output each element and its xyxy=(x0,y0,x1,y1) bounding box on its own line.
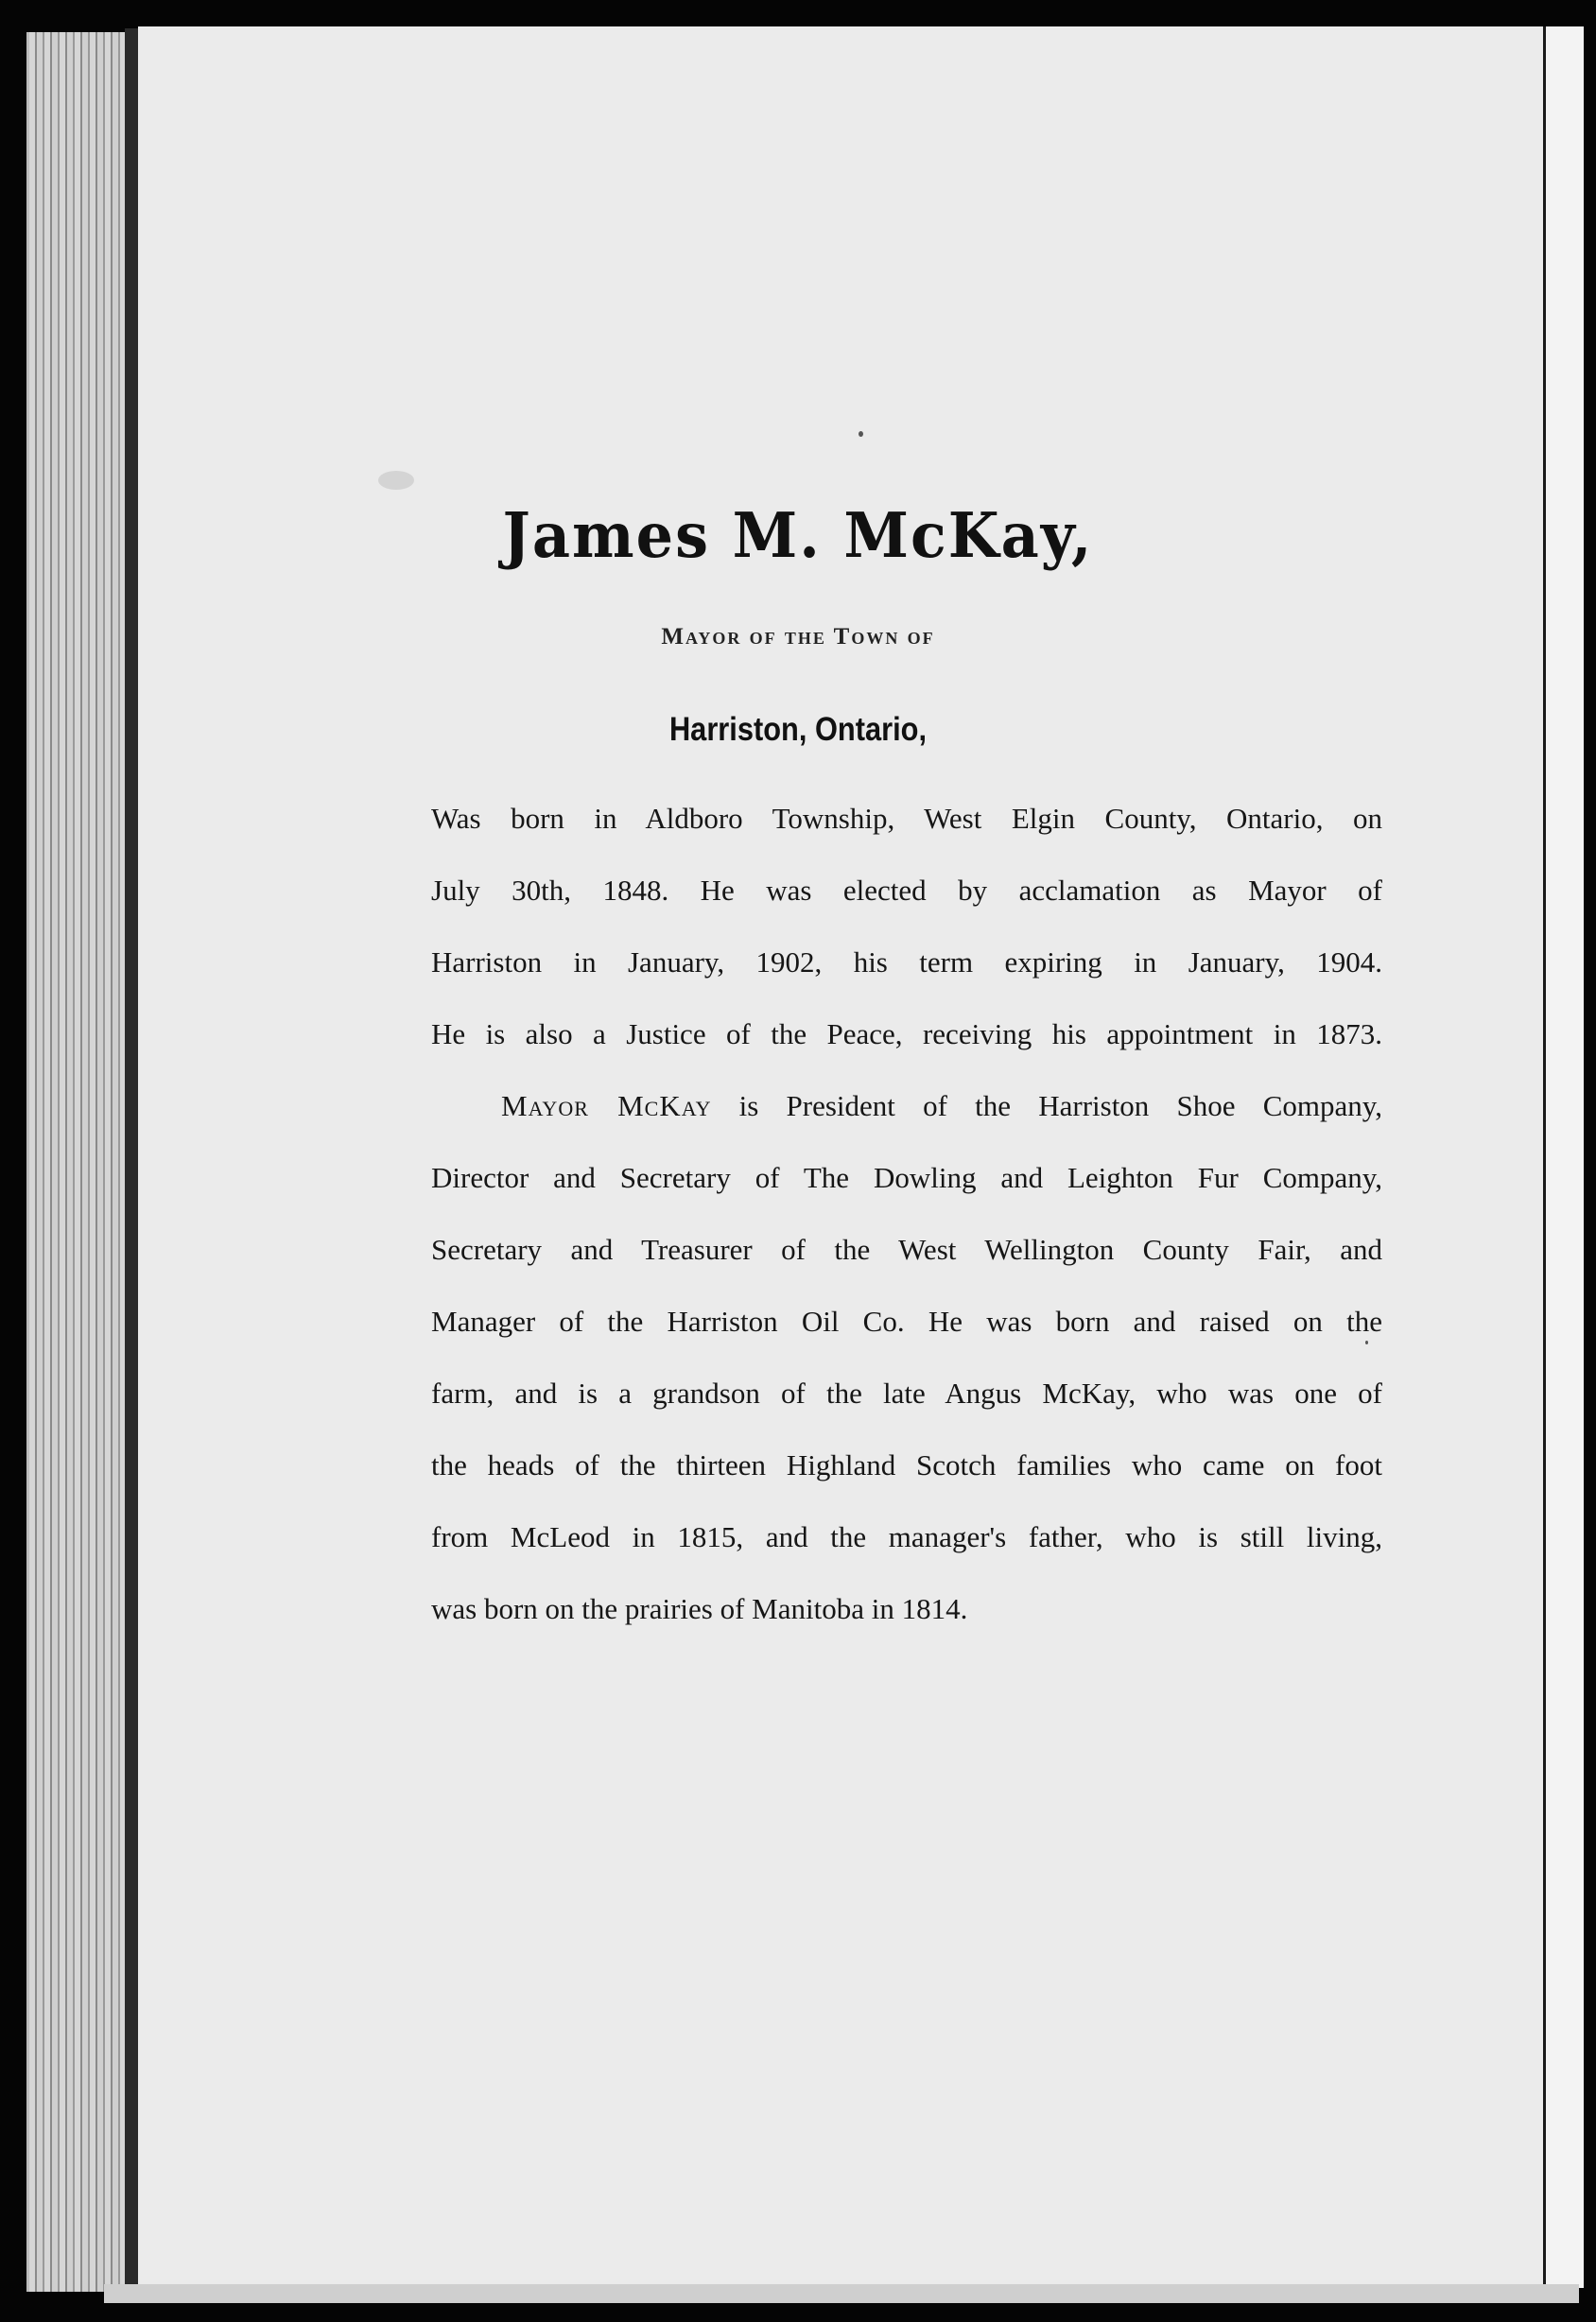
paragraph-line: Director and Secretary of The Dowling and Leighton Fur Company, xyxy=(431,1161,1382,1194)
paragraph-line: July 30th, 1848. He was elected by acclamation as Mayor of xyxy=(431,874,1382,907)
right-page-margin xyxy=(1543,26,1584,2288)
page-title: James M. McKay, xyxy=(502,499,1094,572)
subtitle-mayor: Mayor of the Town of xyxy=(661,624,935,650)
paragraph-line: He is also a Justice of the Peace, receiving his appointment in 1873. xyxy=(431,1017,1382,1050)
paragraph-line: the heads of the thirteen Highland Scotch families who came on foot xyxy=(431,1448,1382,1482)
paragraph-line: farm, and is a grandson of the late Angus McKay, who was one of xyxy=(431,1377,1382,1410)
paragraph-line: Manager of the Harriston Oil Co. He was born and raised on the xyxy=(431,1305,1382,1338)
ink-speck xyxy=(859,431,863,437)
paragraph-line: was born on the prairies of Manitoba in 1814. xyxy=(431,1592,968,1625)
paragraph-2 xyxy=(431,1070,1382,1645)
paragraph-1 xyxy=(431,783,1382,1070)
page-bottom-edge xyxy=(104,2284,1579,2303)
paragraph-lead: Mayor McKay xyxy=(501,1089,712,1122)
paper-smudge xyxy=(378,471,414,490)
paragraph-line xyxy=(431,1070,1382,1142)
subtitle-place: Harriston, Ontario, xyxy=(668,711,928,748)
paragraph-line: Secretary and Treasurer of the West Wellington County Fair, and xyxy=(431,1233,1382,1266)
paragraph-line: Harriston in January, 1902, his term expiring in January, 1904. xyxy=(431,945,1382,979)
paragraph-line-rest: is President of the Harriston Shoe Company, xyxy=(711,1089,1382,1122)
paragraph-line: from McLeod in 1815, and the manager's father, who is still living, xyxy=(431,1520,1382,1553)
paragraph-line: Was born in Aldboro Township, West Elgin County, Ontario, on xyxy=(431,802,1382,835)
